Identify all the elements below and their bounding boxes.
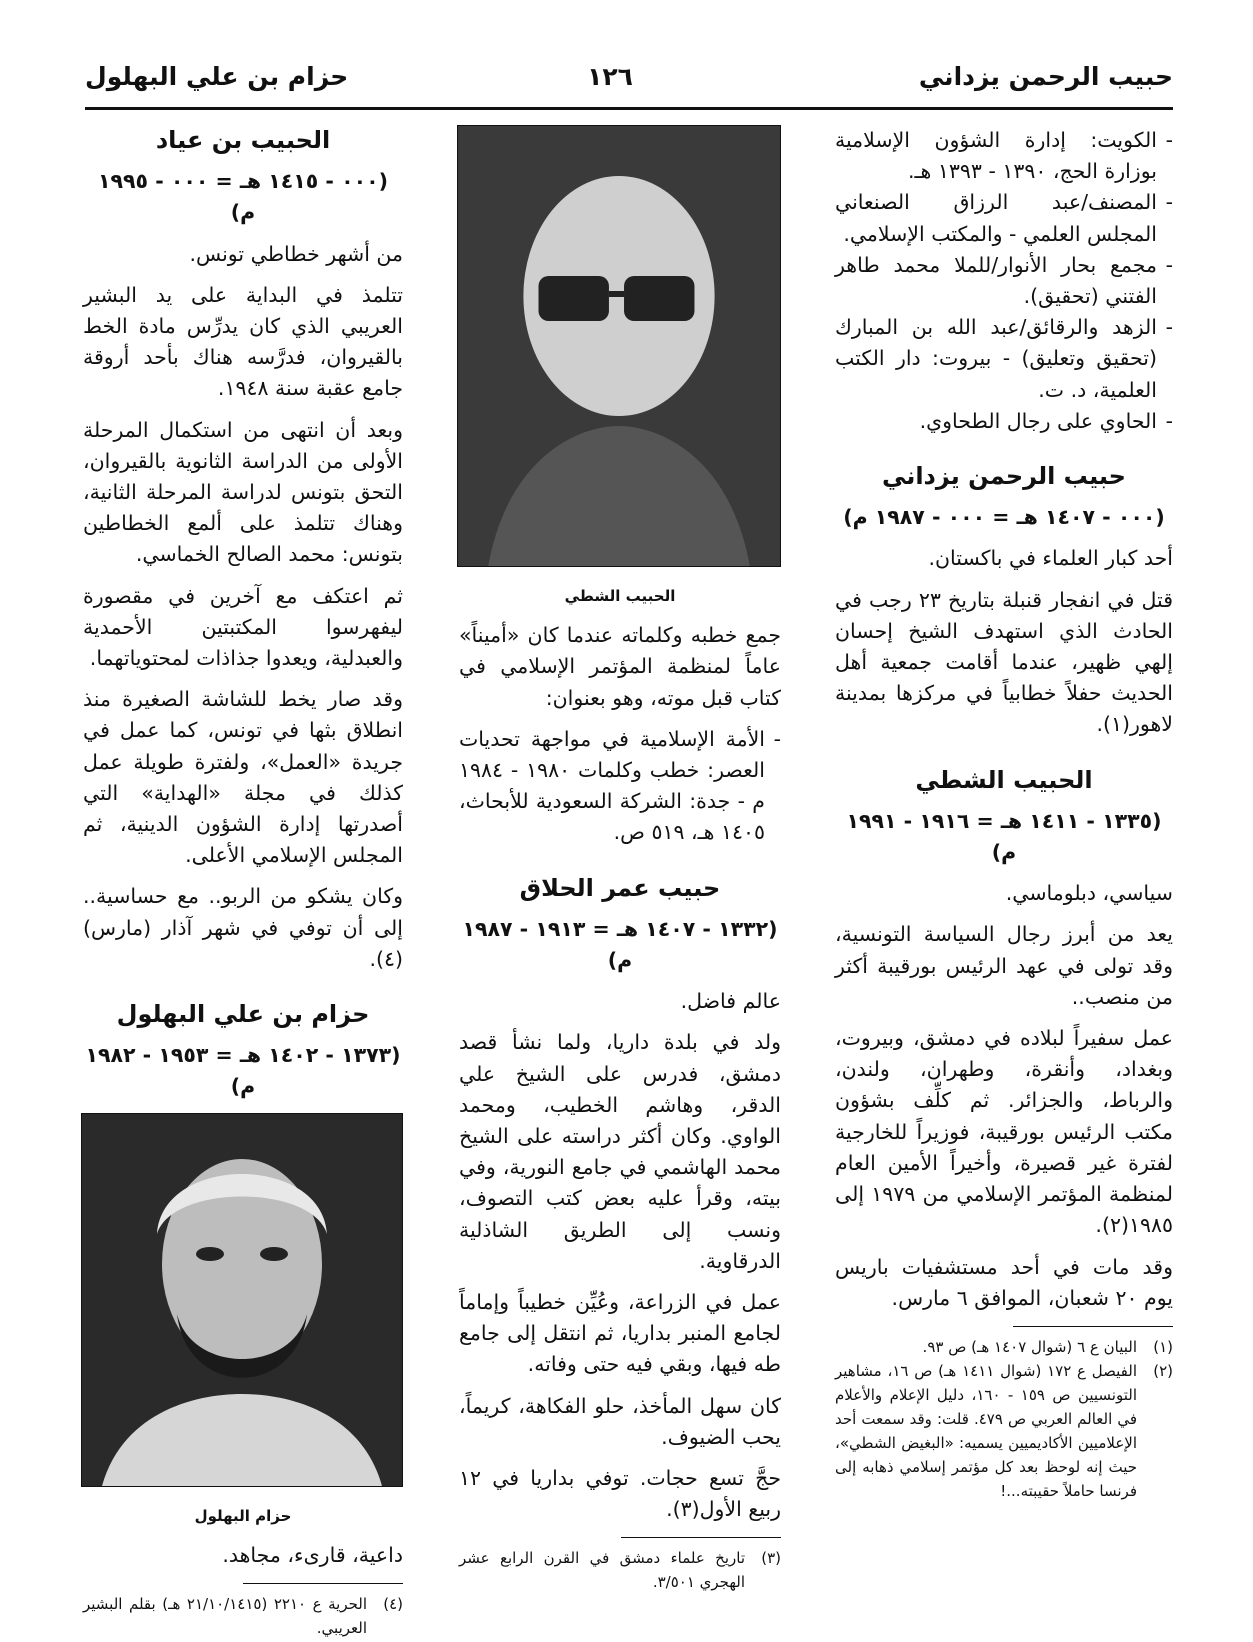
footnote — [835, 1359, 1173, 1503]
footnote-number: (١) — [1153, 1337, 1173, 1356]
entry-dates: (١٣٧٣ - ١٤٠٢ هـ = ١٩٥٣ - ١٩٨٢ م) — [85, 1043, 401, 1099]
paragraph: وكان يشكو من الربو.. مع حساسية.. إلى أن توفي في شهر آذار (مارس)(٤). — [83, 884, 403, 971]
paragraph: ثم اعتكف مع آخرين في مقصورة ليفهرسوا المكتبتين الأحمدية والعبدلية، ويعدوا جذاذات لمحتوياتهما. — [83, 583, 403, 671]
list-item: - مجمع بحار الأنوار/للملا محمد طاهر الفتني (تحقيق). — [835, 250, 1173, 312]
entry-dates: (١٣٣٥ - ١٤١١ هـ = ١٩١٦ - ١٩٩١ م) — [846, 808, 1162, 865]
works-list — [459, 724, 781, 849]
footnote-text: البيان ع ٦ (شوال ١٤٠٧ هـ) ص ٩٣. — [922, 1337, 1137, 1356]
paragraph: جمع خطبه وكلماته عندما كان «أميناً» عاماً لمنظمة المؤتمر الإسلامي في كتاب قبل موته، وهو بعنوان: — [459, 623, 781, 710]
paragraph: من أشهر خطاطي تونس. — [189, 241, 403, 266]
paragraph: حجَّ تسع حجات. توفي بداريا في ١٢ ربيع الأول(٣). — [459, 1466, 781, 1522]
portrait-photo — [81, 1113, 403, 1487]
footnote-number: (٣) — [761, 1549, 781, 1568]
running-header-left: حزام بن علي البهلول — [85, 62, 349, 91]
paragraph: عمل سفيراً لبلاده في دمشق، وبيروت، وبغداد، وأنقرة، وطهران، ولندن، والرباط، والجزائر. ثم كلِّف بشؤون مكتب الرئيس بورقيبة، فوزيراً للخارجية لفترة غير قصيرة، وأخيراً الأمين العام لمنظمة المؤتمر الإسلامي من ١٩٧٩ إلى ١٩٨٥(٢). — [835, 1026, 1174, 1238]
paragraph: يعد من أبرز رجال السياسة التونسية، وقد تولى في عهد الرئيس بورقيبة أكثر من منصب.. — [835, 922, 1173, 1009]
footnote-rule — [621, 1537, 781, 1538]
list-item: - المصنف/عبد الرزاق الصنعاني المجلس العلمي - والمكتب الإسلامي. — [835, 187, 1173, 249]
paragraph: عمل في الزراعة، وعُيِّن خطيباً وإماماً لجامع المنبر بداريا، ثم انتقل إلى جامع طه فيها، وبقي فيه حتى وفاته. — [459, 1290, 781, 1377]
paragraph: عالم فاضل. — [680, 989, 781, 1014]
footnote-text: تاريخ علماء دمشق في القرن الرابع عشر الهجري ٣/٥٠١. — [459, 1549, 745, 1592]
page-number: ١٢٦ — [587, 62, 633, 91]
portrait-image — [82, 1114, 402, 1486]
footnotes — [83, 1592, 403, 1640]
footnote-text: الفيصل ع ١٧٢ (شوال ١٤١١ هـ) ص ١٦، مشاهير التونسيين ص ١٥٩ - ١٦٠، دليل الإعلام والأعلام في العالم العربي ص ٤٧٩. قلت: وقد سمعت أحد الإعلاميين الأكاديميين يسميه: «البغيض الشطي»، حيث إنه لوحظ بعد كل مؤتمر إسلامي ذهابه إلى فرنسا حاملاً حقيبته...! — [835, 1361, 1137, 1500]
entry-dates: (٠٠٠ - ١٤١٥ هـ = ٠٠٠ - ١٩٩٥ م) — [98, 169, 388, 225]
entry-title: الحبيب بن عياد — [155, 126, 331, 154]
paragraph: داعية، قارىء، مجاهد. — [222, 1542, 403, 1567]
entry-dates: (١٣٣٢ - ١٤٠٧ هـ = ١٩١٣ - ١٩٨٧ م) — [462, 916, 778, 973]
entry-title: حبيب الرحمن يزداني — [882, 462, 1126, 491]
footnote — [459, 1546, 781, 1594]
footnotes — [835, 1335, 1173, 1503]
left-column — [83, 125, 403, 1640]
header-rule — [85, 107, 1173, 110]
running-header-right: حبيب الرحمن يزداني — [918, 62, 1173, 91]
photo-caption: الحبيب الشطي — [564, 587, 676, 605]
paragraph: وقد صار يخط للشاشة الصغيرة منذ انطلاق بثها في تونس، كما عمل في جريدة «العمل»، ولفترة طويلة عمل كذلك في مجلة «الهداية» التي أصدرتها إدارة الشؤون الدينية، ثم المجلس الإسلامي الأعلى. — [83, 687, 403, 868]
paragraph: كان سهل المأخذ، حلو الفكاهة، كريماً، يحب الضيوف. — [459, 1393, 781, 1449]
portrait-image — [458, 126, 780, 566]
paragraph: قتل في انفجار قنبلة بتاريخ ٢٣ رجب في الحادث الذي استهدف الشيخ إحسان إلهي ظهير، عندما أقامت جمعية أهل الحديث حفلاً خطابياً في مركزها بمدينة لاهور(١). — [835, 587, 1174, 737]
footnote-rule — [243, 1583, 403, 1584]
paragraph: أحد كبار العلماء في باكستان. — [928, 546, 1173, 571]
entry-dates: (٠٠٠ - ١٤٠٧ هـ = ٠٠٠ - ١٩٨٧ م) — [843, 505, 1165, 530]
paragraph: تتلمذ في البداية على يد البشير العريبي الذي كان يدرِّس مادة الخط بالقيروان، فدرَّسه هناك بأحد أروقة جامع عقبة سنة ١٩٤٨. — [83, 282, 403, 401]
footnote-rule — [1013, 1326, 1173, 1327]
paragraph: ولد في بلدة داريا، ولما نشأ قصد دمشق، فدرس على الشيخ علي الدقر، وهاشم الخطيب، ومحمد الواوي. وكان أكثر دراسته على الشيخ محمد الهاشمي في جامع النورية، وفي بيته، وقرأ عليه بعض كتب التصوف، ونسب إلى الطريق الشاذلية الدرقاوية. — [459, 1030, 781, 1273]
list-item: - الكويت: إدارة الشؤون الإسلامية بوزارة الحج، ١٣٩٠ - ١٣٩٣ هـ. — [835, 125, 1173, 187]
footnotes — [459, 1546, 781, 1594]
list-item: - الأمة الإسلامية في مواجهة تحديات العصر: خطب وكلمات ١٩٨٠ - ١٩٨٤ م - جدة: الشركة السعودية للأبحاث، ١٤٠٥ هـ، ٥١٩ ص. — [459, 724, 781, 849]
list-item: - الزهد والرقائق/عبد الله بن المبارك (تحقيق وتعليق) - بيروت: دار الكتب العلمية، د. ت. — [835, 312, 1173, 406]
entry-title: الحبيب الشطي — [915, 765, 1093, 794]
list-item: - الحاوي على رجال الطحاوي. — [835, 406, 1173, 437]
footnote — [83, 1592, 403, 1640]
photo-caption: حزام البهلول — [194, 1506, 292, 1525]
entry-title: حزام بن علي البهلول — [116, 1000, 370, 1029]
paragraph: سياسي، دبلوماسي. — [1005, 881, 1173, 906]
paragraph: وقد مات في أحد مستشفيات باريس يوم ٢٠ شعبان، الموافق ٦ مارس. — [835, 1254, 1173, 1310]
right-column — [835, 125, 1173, 1503]
entry-title: حبيب عمر الحلاق — [519, 873, 721, 902]
paragraph: وبعد أن انتهى من استكمال المرحلة الأولى من الدراسة الثانوية بالقيروان، التحق بتونس لدراسة المرحلة الثانية، وهناك تتلمذ على ألمع الخطاطين بتونس: محمد الصالح الخماسي. — [83, 417, 403, 567]
footnote-text: الحرية ع ٢٢١٠ (٢١/١٠/١٤١٥ هـ) بقلم البشير العريبي. — [83, 1595, 368, 1638]
portrait-photo — [457, 125, 781, 567]
footnote — [835, 1335, 1173, 1359]
footnote-number: (٢) — [1153, 1361, 1173, 1380]
works-list — [835, 125, 1173, 437]
footnote-number: (٤) — [383, 1595, 403, 1614]
middle-column — [459, 125, 781, 1594]
